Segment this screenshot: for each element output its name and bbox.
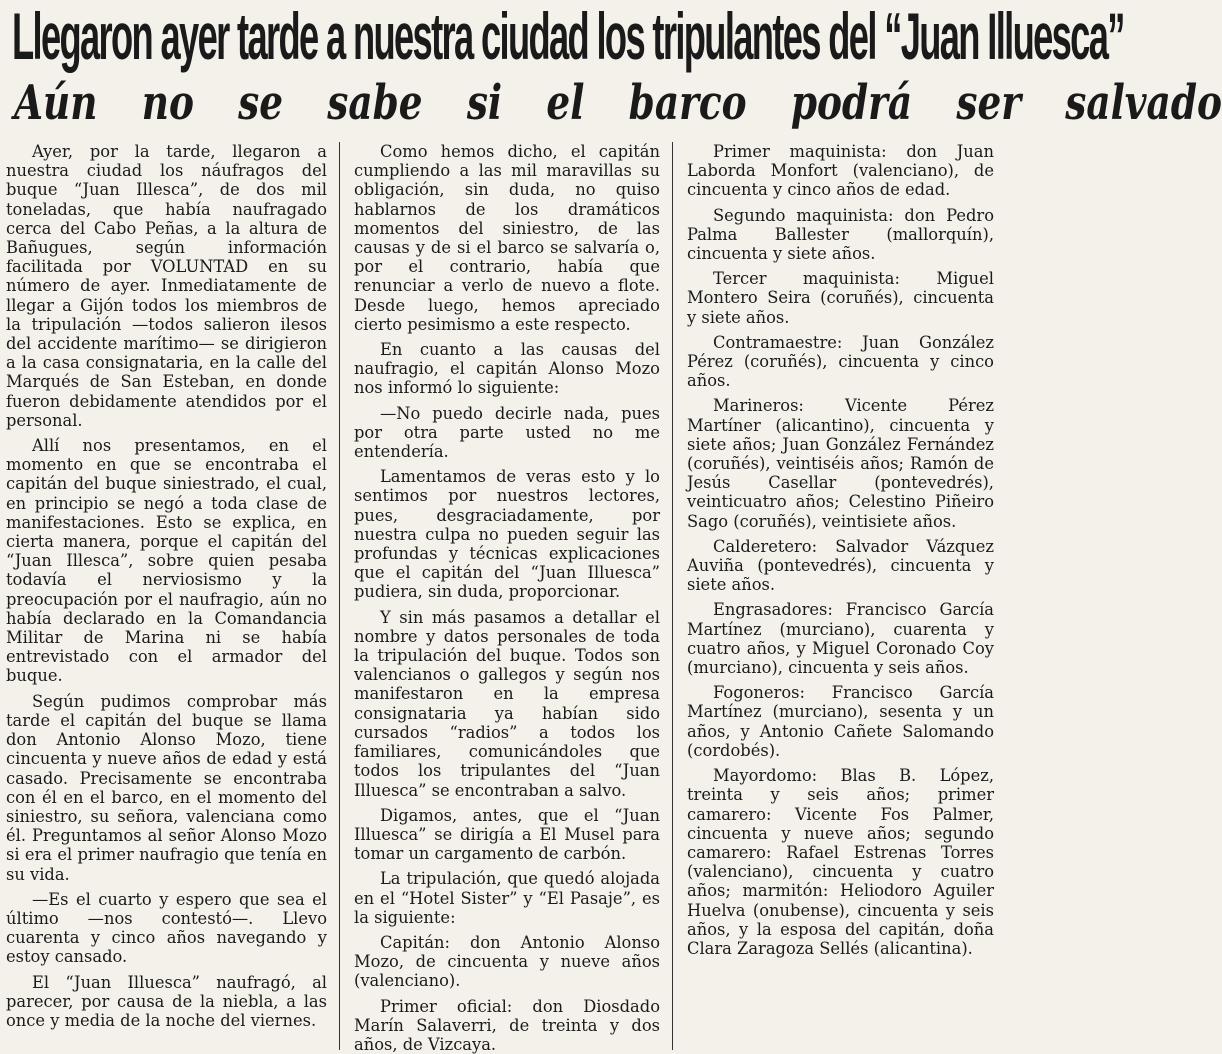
article-paragraph: Mayordomo: Blas B. López, treinta y seis años; primer camarero: Vicente Fos Palmer, cincuenta y nueve años; segundo camarero: Rafael Estrenas Torres (valenciano), cincuenta y cuatro años; marmitón: Heliodoro Aguiler Huelva (onubense), cincuenta y seis años, y la esposa del capitán, doña Clara Zaragoza Sellés (alicantina). xyxy=(687,766,994,958)
article-paragraph: Digamos, antes, que el “Juan Illuesca” se dirigía a El Musel para tomar un cargamento de carbón. xyxy=(354,805,660,864)
article-paragraph: Marineros: Vicente Pérez Martíner (alicantino), cincuenta y siete años; Juan González Fernández (coruñés), veintiséis años; Ramón de Jesús Casellar (pontevedrés), veinticuatro años; Celestino Piñeiro Sago (coruñés), veintisiete años. xyxy=(687,396,994,531)
article-column-1 xyxy=(6,142,339,1050)
article-paragraph: Allí nos presentamos, en el momento en que se encontraba el capitán del buque siniestrado, el cual, en principio se negó a toda clase de manifestaciones. Esto se explica, en cierta manera, porque el capitán del “Juan Illesca”, sobre quien pesaba todavía el nerviosismo y la preocupación por el naufragio, aún no había declarado en la Comandancia Militar de Marina ni se había entrevistado con el armador del buque. xyxy=(6,436,327,686)
article-paragraph: Como hemos dicho, el capitán cumpliendo a las mil maravillas su obligación, sin duda, no quiso hablarnos de los dramáticos momentos del siniestro, de las causas y de si el barco se salvaría o, por el contrario, había que renunciar a verlo de nuevo a flote. Desde luego, hemos apreciado cierto pesimismo a este respecto. xyxy=(354,142,660,334)
article-paragraph: —No puedo decirle nada, pues por otra parte usted no me entendería. xyxy=(354,403,660,462)
article-paragraph: La tripulación, que quedó alojada en el “Hotel Sister” y “El Pasaje”, es la siguiente: xyxy=(354,869,660,927)
article-paragraph: El “Juan Illuesca” naufragó, al parecer, por causa de la niebla, a las once y media de la noche del viernes. xyxy=(6,972,327,1030)
article-paragraph: —Es el cuarto y espero que sea el último —nos contestó—. Llevo cuarenta y cinco años navegando y estoy cansado. xyxy=(6,889,327,967)
article-column-2 xyxy=(339,142,672,1054)
article-paragraph: Fogoneros: Francisco García Martínez (murciano), sesenta y un años, y Antonio Cañete Salomando (cordobés). xyxy=(687,683,994,760)
article-columns xyxy=(6,142,996,1054)
article-paragraph: Tercer maquinista: Miguel Montero Seira (coruñés), cincuenta y siete años. xyxy=(687,269,994,327)
article-paragraph: Contramaestre: Juan González Pérez (coruñés), cincuenta y cinco años. xyxy=(687,332,994,391)
article-paragraph: Lamentamos de veras esto y lo sentimos por nuestros lectores, pues, desgraciadamente, por nuestra culpa no pueden seguir las profundas y técnicas explicaciones que el capitán del “Juan Illuesca” pudiera, sin duda, proporcionar. xyxy=(354,467,660,602)
article-paragraph: Primer oficial: don Diosdado Marín Salaverri, de treinta y dos años, de Vizcaya. xyxy=(354,996,660,1054)
article-paragraph: Capitán: don Antonio Alonso Mozo, de cincuenta y nueve años (valenciano). xyxy=(354,932,660,991)
subheadline: Aún no se sabe si el barco podrá ser salvado xyxy=(14,75,1222,131)
article-paragraph: Y sin más pasamos a detallar el nombre y datos personales de toda la tripulación del buque. Todos son valencianos o gallegos y según nos manifestaron en la empresa consignataria ya habían sido cursados “radios” a todos los familiares, comunicándoles que todos los tripulantes del “Juan Illuesca” se encontraban a salvo. xyxy=(354,607,660,800)
headline: Llegaron ayer tarde a nuestra ciudad los tripulantes del “Juan Illuesca” xyxy=(12,0,1124,73)
article-paragraph: Ayer, por la tarde, llegaron a nuestra ciudad los náufragos del buque “Juan Illesca”, de dos mil toneladas, que había naufragado cerca del Cabo Peñas, a la altura de Bañugues, según información facilitada por VOLUNTAD en su número de ayer. Inmediatamente de llegar a Gijón todos los miembros de la tripulación —todos salieron ilesos del accidente marítimo— se dirigieron a la casa consignataria, en la calle del Marqués de San Esteban, en donde fueron debidamente atendidos por el personal. xyxy=(6,142,327,430)
article-paragraph: Segundo maquinista: don Pedro Palma Ballester (mallorquín), cincuenta y siete años. xyxy=(687,205,994,264)
article-paragraph: Según pudimos comprobar más tarde el capitán del buque se llama don Antonio Alonso Mozo, tiene cincuenta y nueve años de edad y está casado. Precisamente se encontraba con él en el barco, en el momento del siniestro, su señora, valenciana como él. Preguntamos al señor Alonso Mozo si era el primer naufragio que tenía en su vida. xyxy=(6,691,327,884)
article-paragraph: En cuanto a las causas del naufragio, el capitán Alonso Mozo nos informó lo siguiente: xyxy=(354,340,660,398)
article-paragraph: Engrasadores: Francisco García Martínez (murciano), cuarenta y cuatro años, y Miguel Coronado Coy (murciano), cincuenta y seis años. xyxy=(687,600,994,678)
article-paragraph: Primer maquinista: don Juan Laborda Monfort (valenciano), de cincuenta y cinco años de edad. xyxy=(687,142,994,200)
article-column-3 xyxy=(672,142,996,1050)
article-paragraph: Calderetero: Salvador Vázquez Auviña (pontevedrés), cincuenta y siete años. xyxy=(687,536,994,595)
